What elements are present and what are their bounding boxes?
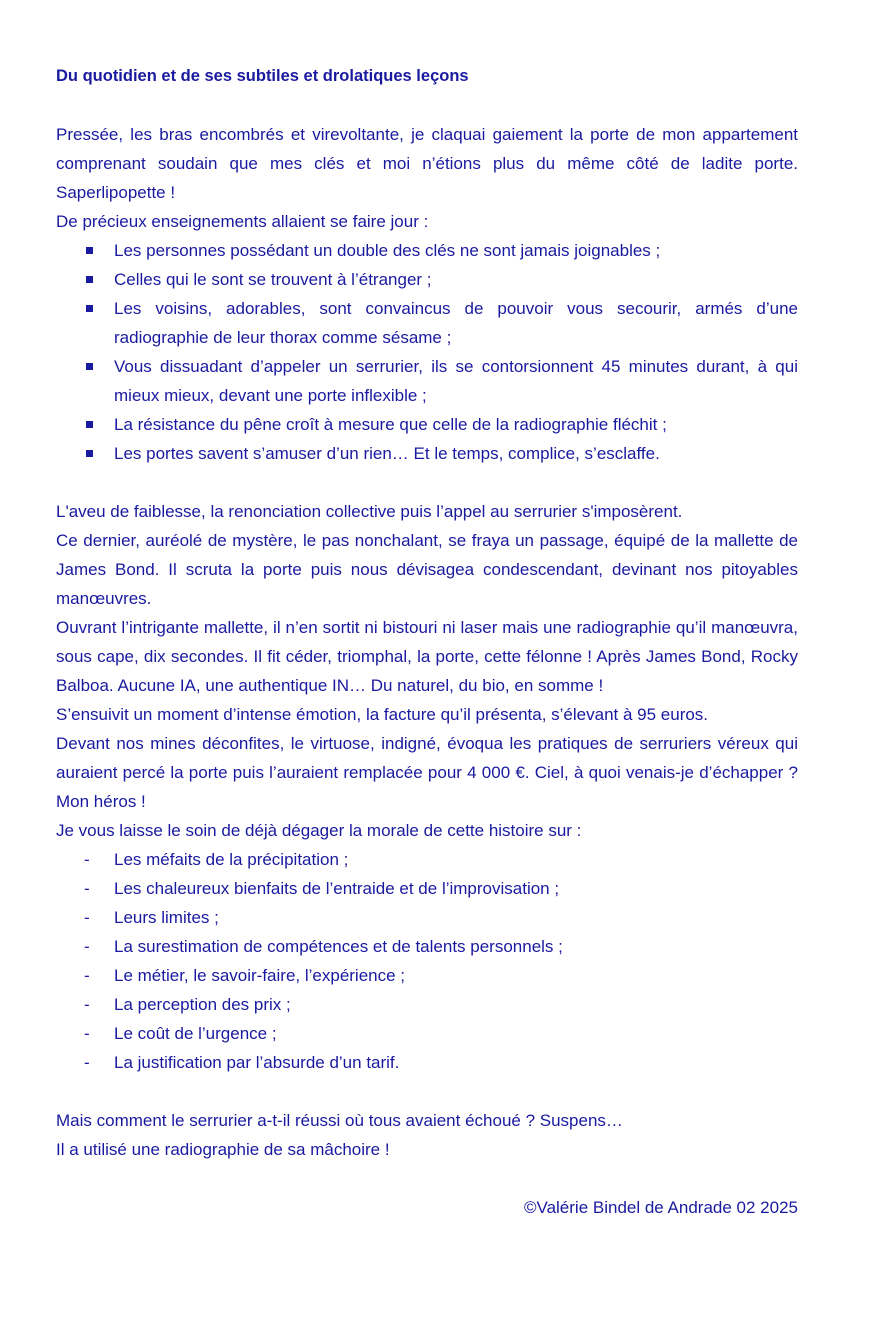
paragraph: S’ensuivit un moment d’intense émotion, la facture qu’il présenta, s’élevant à 95 euros. [56,705,709,724]
list-item-text: La justification par l’absurde d’un tarif. [114,1053,400,1072]
paragraph: Ouvrant l’intrigante mallette, il n’en sortit ni bistouri ni laser mais une radiographie qu’il manœuvra, sous cape, dix secondes. Il fit céder, triomphal, la porte, cette félonne ! Après James Bond, Rocky Balboa. Aucune IA, une authentique IN… Du naturel, du bio, en somme ! [56,618,798,695]
list-item [56,961,798,990]
morals-list [56,845,798,1077]
square-bullet-icon [86,305,93,312]
list-item-text: Les méfaits de la précipitation ; [114,850,349,869]
list-item [56,294,798,352]
document-title: Du quotidien et de ses subtiles et drolatiques leçons [56,67,469,85]
list-item-text: La surestimation de compétences et de talents personnels ; [114,937,563,956]
document-page [56,62,798,1222]
dash-bullet: - [84,908,90,927]
list-item [56,265,798,294]
paragraph: Devant nos mines déconfites, le virtuose, indigné, évoqua les pratiques de serruriers véreux qui auraient percé la porte puis l’auraient remplacée pour 4 000 €. Ciel, à quoi venais-je d’échapper ? Mon héros ! [56,734,798,811]
list-item-text: Celles qui le sont se trouvent à l’étranger ; [114,270,432,289]
list-item-text: Le coût de l’urgence ; [114,1024,277,1043]
list-item [56,845,798,874]
list-item-text: Les portes savent s’amuser d’un rien… Et le temps, complice, s’esclaffe. [114,444,660,463]
dash-bullet: - [84,937,90,956]
paragraph: Ce dernier, auréolé de mystère, le pas nonchalant, se fraya un passage, équipé de la mallette de James Bond. Il scruta la porte puis nous dévisagea condescendant, devinant nos pitoyables manœuvres. [56,531,798,608]
square-bullet-icon [86,421,93,428]
signature: ©Valérie Bindel de Andrade 02 2025 [523,1198,798,1217]
list-item-text: Leurs limites ; [114,908,219,927]
list-item [56,439,798,468]
paragraph: Je vous laisse le soin de déjà dégager la morale de cette histoire sur : [56,821,582,840]
closing-question: Mais comment le serrurier a-t-il réussi où tous avaient échoué ? Suspens… [56,1111,623,1130]
spacer [56,91,798,120]
square-bullet-icon [86,363,93,370]
dash-bullet: - [84,966,90,985]
list-item-text: Les chaleureux bienfaits de l’entraide et de l’improvisation ; [114,879,560,898]
list-item [56,932,798,961]
list-item [56,1048,798,1077]
list-item [56,990,798,1019]
lessons-list [56,236,798,468]
closing-answer: Il a utilisé une radiographie de sa mâchoire ! [56,1140,390,1159]
lessons-intro: De précieux enseignements allaient se faire jour : [56,212,429,231]
list-item-text: Les voisins, adorables, sont convaincus de pouvoir vous secourir, armés d’une radiographie de leur thorax comme sésame ; [114,299,798,347]
dash-bullet: - [84,879,90,898]
dash-bullet: - [84,995,90,1014]
dash-bullet: - [84,1053,90,1072]
list-item-text: Le métier, le savoir-faire, l’expérience ; [114,966,406,985]
paragraph: L'aveu de faiblesse, la renonciation collective puis l’appel au serrurier s'imposèrent. [56,502,683,521]
dash-bullet: - [84,850,90,869]
list-item [56,410,798,439]
intro-paragraph: Pressée, les bras encombrés et virevoltante, je claquai gaiement la porte de mon appartement comprenant soudain que mes clés et moi n’étions plus du même côté de ladite porte. Saperlipopette ! [56,125,798,202]
spacer [56,468,798,497]
square-bullet-icon [86,450,93,457]
list-item [56,352,798,410]
list-item-text: Vous dissuadant d’appeler un serrurier, ils se contorsionnent 45 minutes durant, à qui mieux mieux, devant une porte inflexible ; [114,357,798,405]
square-bullet-icon [86,247,93,254]
list-item [56,1019,798,1048]
spacer [56,1077,798,1106]
dash-bullet: - [84,1024,90,1043]
list-item-text: La résistance du pêne croît à mesure que celle de la radiographie fléchit ; [114,415,667,434]
list-item-text: Les personnes possédant un double des clés ne sont jamais joignables ; [114,241,661,260]
list-item [56,236,798,265]
list-item [56,903,798,932]
list-item-text: La perception des prix ; [114,995,291,1014]
list-item [56,874,798,903]
square-bullet-icon [86,276,93,283]
